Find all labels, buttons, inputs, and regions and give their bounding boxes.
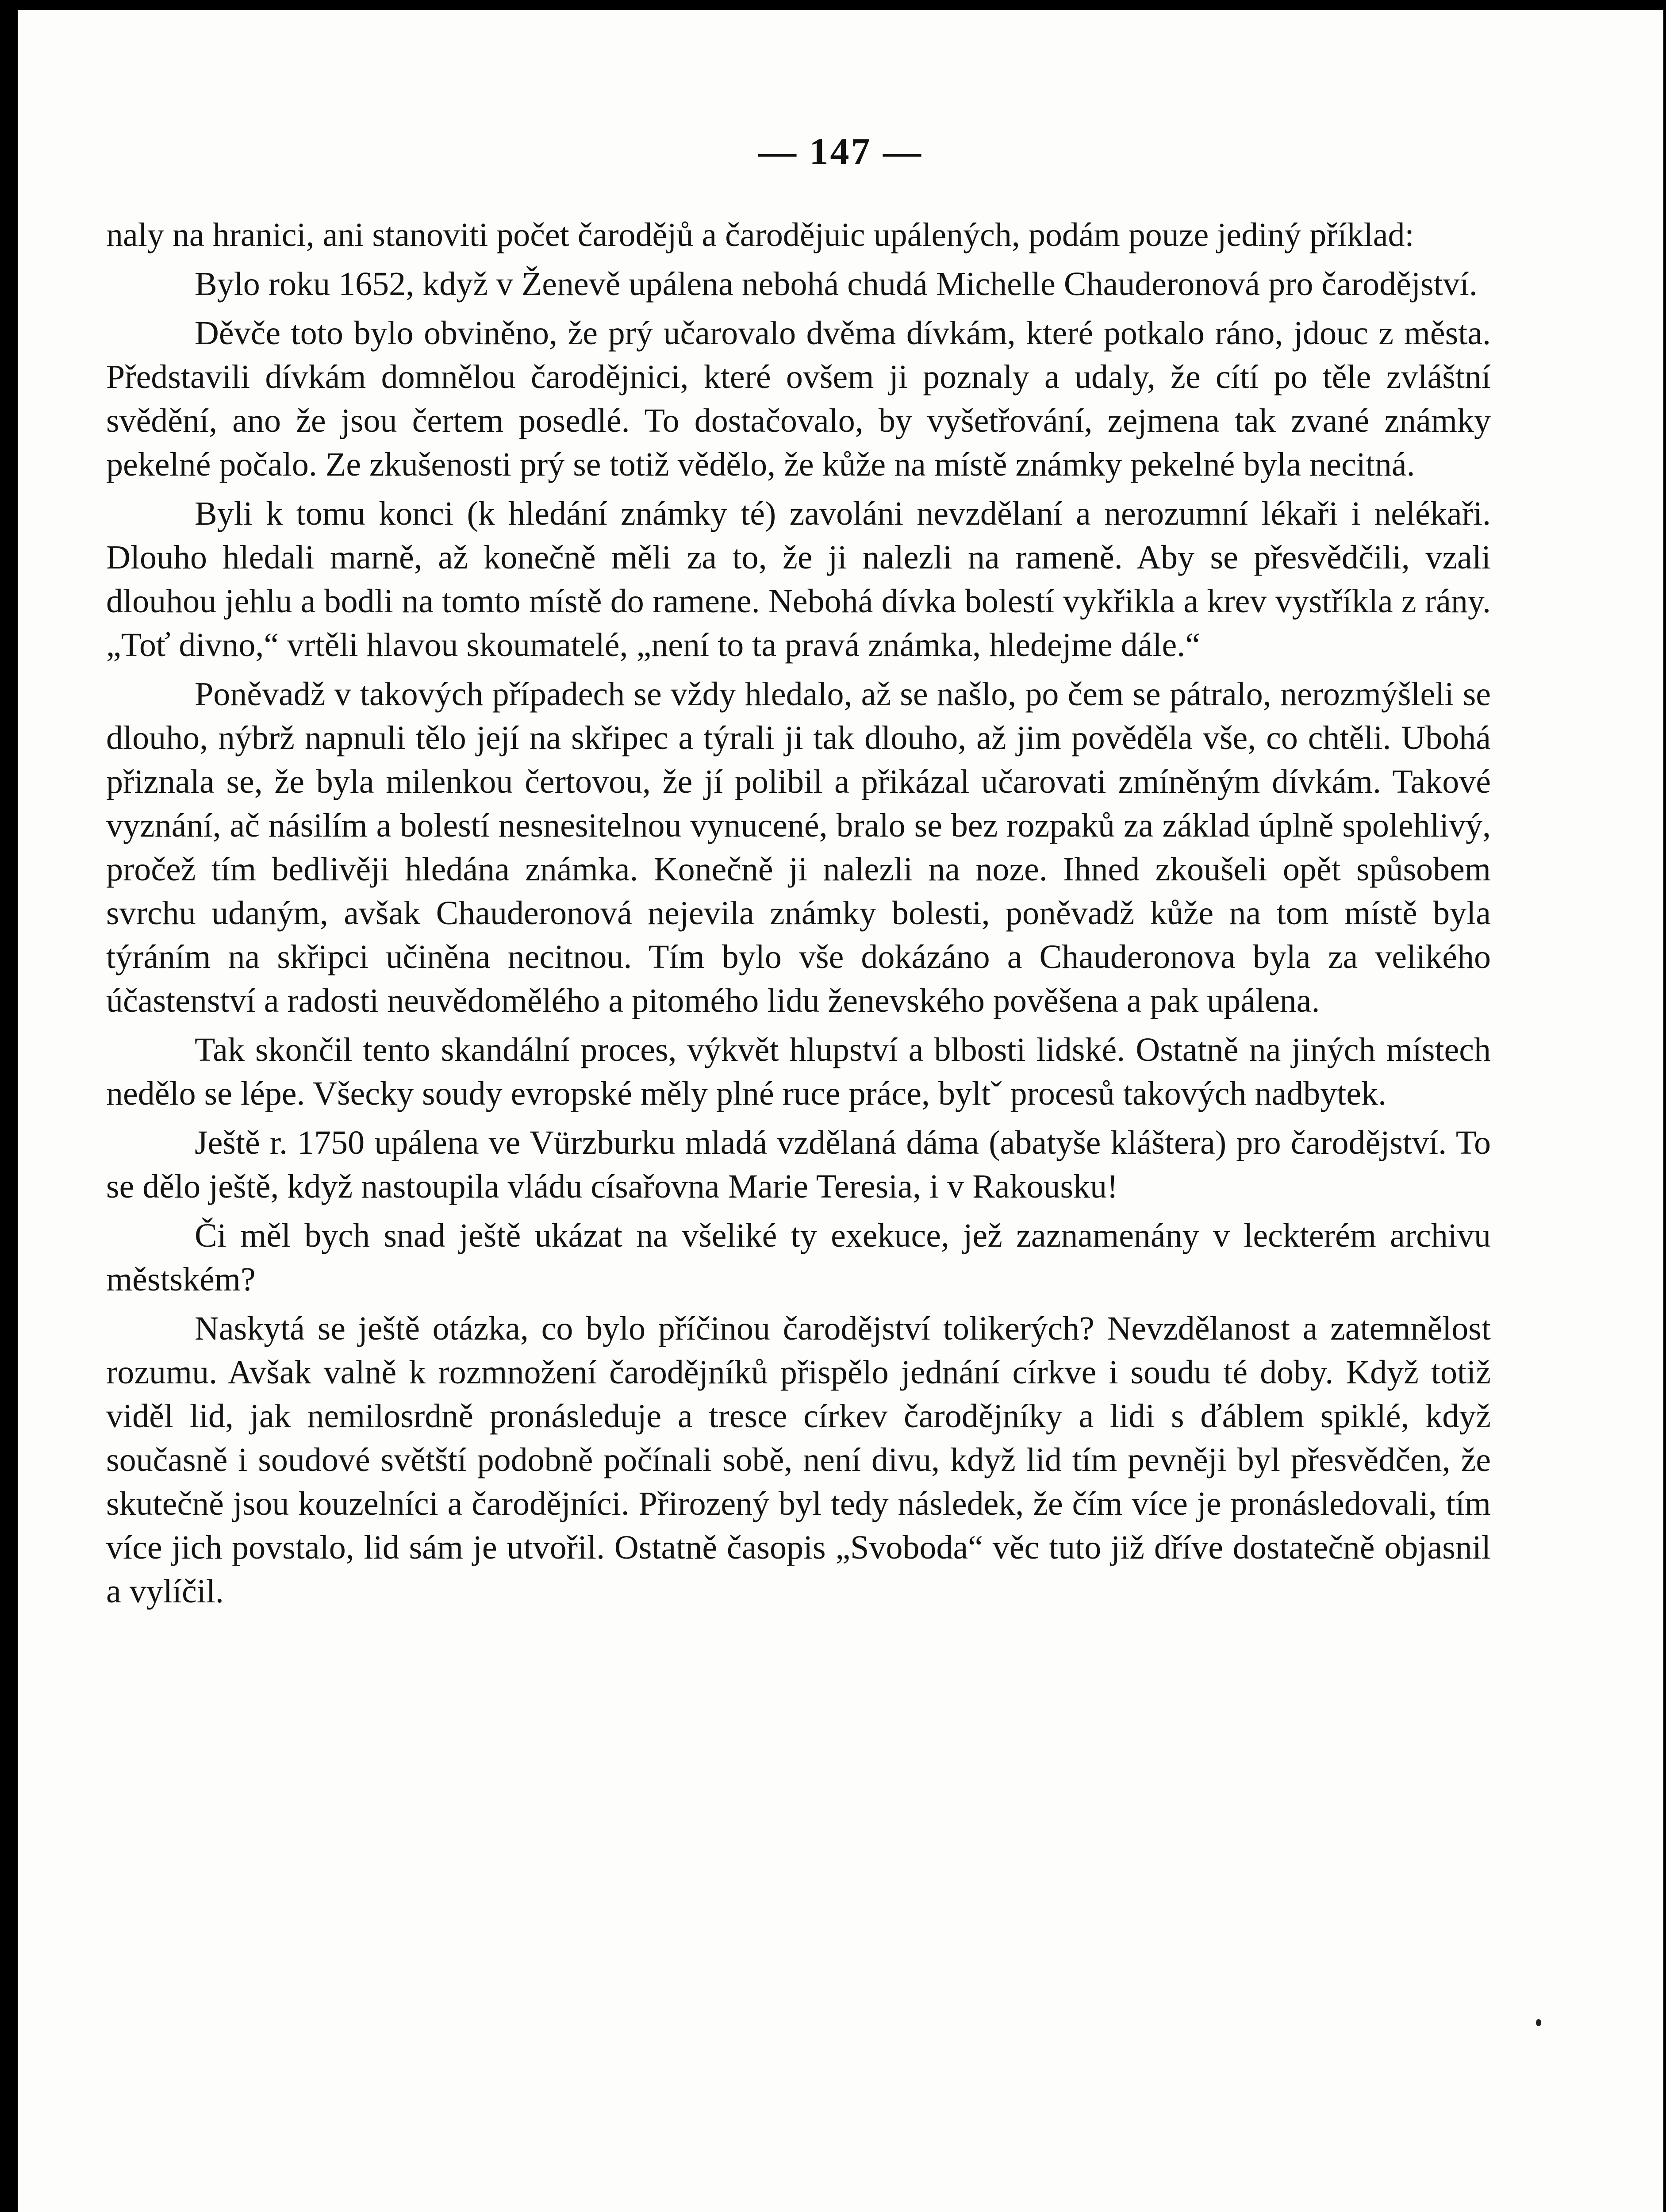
paragraph: Naskytá se ještě otázka, co bylo příčinou čarodějství tolikerých? Nevzdělanost a zatemnělost rozumu. Avšak valně k rozmnožení čarodějníků přispělo jednání církve i soudu té doby. Když totiž viděl lid, jak nemilosrdně pronásleduje a tresce církev čarodějníky a lidi s ďáblem spiklé, když současně i soudové světští podobně počínali sobě, není divu, když lid tím pevněji byl přesvědčen, že skutečně jsou kouzelníci a čarodějníci. Přirozený byl tedy následek, že čím více je pronásledovali, tím více jich povstalo, lid sám je utvořil. Ostatně časopis „Svoboda“ věc tuto již dříve dostatečně objasnil a vylíčil. — [106, 1310, 1491, 1610]
ink-speck — [1536, 2019, 1541, 2026]
paragraph: Poněvadž v takových případech se vždy hledalo, až se našlo, po čem se pátralo, nerozmýšleli se dlouho, nýbrž napnuli tělo její na skřipec a týrali ji tak dlouho, až jim pověděla vše, co chtěli. Ubohá přiznala se, že byla milenkou čertovou, že jí polibil a přikázal učarovati zmíněným dívkám. Takové vyznání, ač násilím a bolestí nesnesitelnou vynucené, bralo se bez rozpaků za základ úplně spolehlivý, pročež tím bedlivěji hledána známka. Konečně ji nalezli na noze. Ihned zkoušeli opět spůsobem svrchu udaným, avšak Chauderonová nejevila známky bolesti, poněvadž kůže na tom místě byla týráním na skřipci učiněna necitnou. Tím bylo vše dokázáno a Chauderonova byla za velikého účastenství a radosti neuvědomělého a pitomého lidu ženevského pověšena a pak upálena. — [106, 676, 1491, 1019]
page-number: — 147 — — [758, 130, 923, 173]
paragraph-continuation: naly na hranici, ani stanoviti počet čarodějů a čarodějuic upálených, podám pouze jediný příklad: — [106, 216, 1414, 253]
paragraph: Ještě r. 1750 upálena ve Vürzburku mladá vzdělaná dáma (abatyše kláštera) pro čarodějství. To se dělo ještě, když nastoupila vládu císařovna Marie Teresia, i v Rakousku! — [106, 1124, 1491, 1205]
paragraph: Byli k tomu konci (k hledání známky té) zavoláni nevzdělaní a nerozumní lékaři i nelékaři. Dlouho hledali marně, až konečně měli za to, že ji nalezli na rameně. Aby se přesvědčili, vzali dlouhou jehlu a bodli na tomto místě do ramene. Nebohá dívka bolestí vykřikla a krev vystříkla z rány. „Toť divno,“ vrtěli hlavou skoumatelé, „není to ta pravá známka, hledejme dále.“ — [106, 495, 1491, 664]
paragraph: Bylo roku 1652, když v Ženevě upálena nebohá chudá Michelle Chauderonová pro čarodějství. — [195, 265, 1478, 303]
paragraph: Či měl bych snad ještě ukázat na všeliké ty exekuce, jež zaznamenány v leckterém archivu městském? — [106, 1217, 1491, 1298]
body-text — [106, 213, 1491, 1619]
paragraph: Tak skončil tento skandální proces, výkvět hlupství a blbosti lidské. Ostatně na jiných místech nedělo se lépe. Všecky soudy evropské měly plné ruce práce, byltˇ procesů takových nadbytek. — [106, 1031, 1491, 1112]
document-page — [18, 10, 1663, 2212]
paragraph: Děvče toto bylo obviněno, že prý učarovalo dvěma dívkám, které potkalo ráno, jdouc z města. Představili dívkám domnělou čarodějnici, které ovšem ji poznaly a udaly, že cítí po těle zvláštní svědění, ano že jsou čertem posedlé. To dostačovalo, by vyšetřování, zejmena tak zvané známky pekelné počalo. Ze zkušenosti prý se totiž vědělo, že kůže na místě známky pekelné byla necitná. — [106, 315, 1491, 483]
